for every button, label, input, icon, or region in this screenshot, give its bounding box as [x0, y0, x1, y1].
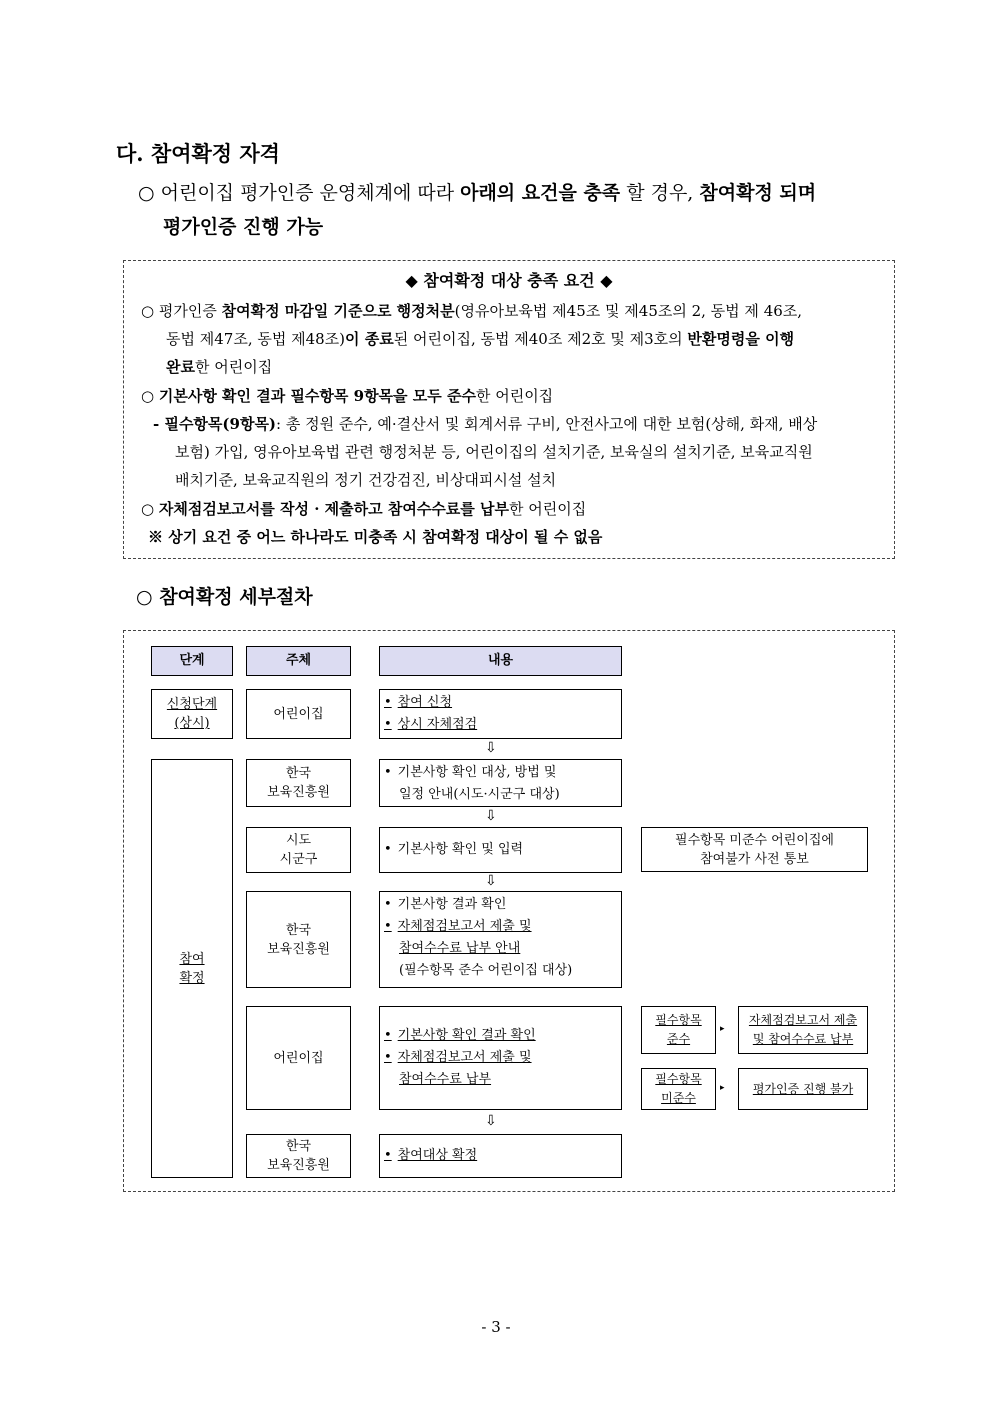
- down-arrow-icon: ⇩: [485, 1113, 497, 1129]
- subject-kcpi: 한국 보육진흥원: [246, 759, 351, 807]
- subject-kcpi: 한국 보육진흥원: [246, 891, 351, 988]
- requirements-note: ※ 상기 요건 중 어느 하나라도 미충족 시 참여확정 대상이 될 수 없음: [148, 528, 603, 546]
- header-stage: 단계: [151, 646, 233, 676]
- requirement-1: ○ 평가인증 참여확정 마감일 기준으로 행정처분(영유아보육법 제45조 및 제45조의 2, 동법 제 46조, 동법 제47조, 동법 제48조)이 종료된 어린이집, 동법 제40조 제2호 및 제3호의 반환명령을 이행 완료한 어린이집: [141, 302, 803, 376]
- down-arrow-icon: ⇩: [485, 740, 497, 756]
- intro-paragraph: ○ 어린이집 평가인증 운영체계에 따라 아래의 요건을 충족 할 경우, 참여확정 되며 평가인증 진행 가능: [138, 182, 817, 238]
- requirements-title: ◆ 참여확정 대상 충족 요건 ◆: [405, 271, 613, 290]
- requirement-2: ○ 기본사항 확인 결과 필수항목 9항목을 모두 준수한 어린이집: [141, 387, 554, 405]
- content-application: • 참여 신청 • 상시 자체점검: [379, 689, 622, 739]
- header-subject: 주체: [246, 646, 351, 676]
- branch-fail-result: 평가인증 진행 불가: [738, 1068, 868, 1110]
- down-arrow-icon: ⇩: [485, 873, 497, 889]
- subject-local-gov: 시도 시군구: [246, 827, 351, 873]
- triangle-right-icon: ▸: [720, 1083, 725, 1093]
- header-content: 내용: [379, 646, 622, 676]
- page-number: - 3 -: [481, 1318, 511, 1336]
- subject-kcpi: 한국 보육진흥원: [246, 1134, 351, 1178]
- procedure-title: ○ 참여확정 세부절차: [136, 586, 313, 608]
- content-guide: • 기본사항 확인 대상, 방법 및 일정 안내(시도·시군구 대상): [379, 759, 622, 807]
- side-notice: 필수항목 미준수 어린이집에 참여불가 사전 통보: [641, 827, 868, 872]
- branch-pass-result: 자체점검보고서 제출 및 참여수수료 납부: [738, 1006, 868, 1054]
- content-submit: • 기본사항 확인 결과 확인 • 자체점검보고서 제출 및 참여수수료 납부: [379, 1006, 622, 1110]
- content-input: • 기본사항 확인 및 입력: [379, 827, 622, 873]
- stage-confirmation: 참여 확정: [151, 759, 233, 1178]
- down-arrow-icon: ⇩: [485, 808, 497, 824]
- requirement-2-detail: - 필수항목(9항목): 총 정원 준수, 예·결산서 및 회계서류 구비, 안전사고에 대한 보험(상해, 화재, 배상 보험) 가입, 영유아보육법 관련 행정처분 등, 어린이집의 설치기준, 보육실의 설치기준, 보육교직원 배치기준, 보육교직원의 정기 건강검진, 비상대피시설 설치: [153, 415, 818, 489]
- triangle-right-icon: ▸: [720, 1024, 725, 1034]
- branch-fail-condition: 필수항목 미준수: [641, 1068, 716, 1110]
- requirement-3: ○ 자체점검보고서를 작성 · 제출하고 참여수수료를 납부한 어린이집: [141, 500, 587, 518]
- stage-application: 신청단계 (상시): [151, 689, 233, 739]
- content-confirm: • 참여대상 확정: [379, 1134, 622, 1178]
- subject-daycare: 어린이집: [246, 1006, 351, 1110]
- section-title: 다. 참여확정 자격: [116, 141, 280, 166]
- subject-daycare: 어린이집: [246, 689, 351, 739]
- content-result-check: • 기본사항 결과 확인 • 자체점검보고서 제출 및 참여수수료 납부 안내 (필수항목 준수 어린이집 대상): [379, 891, 622, 988]
- branch-pass-condition: 필수항목 준수: [641, 1006, 716, 1054]
